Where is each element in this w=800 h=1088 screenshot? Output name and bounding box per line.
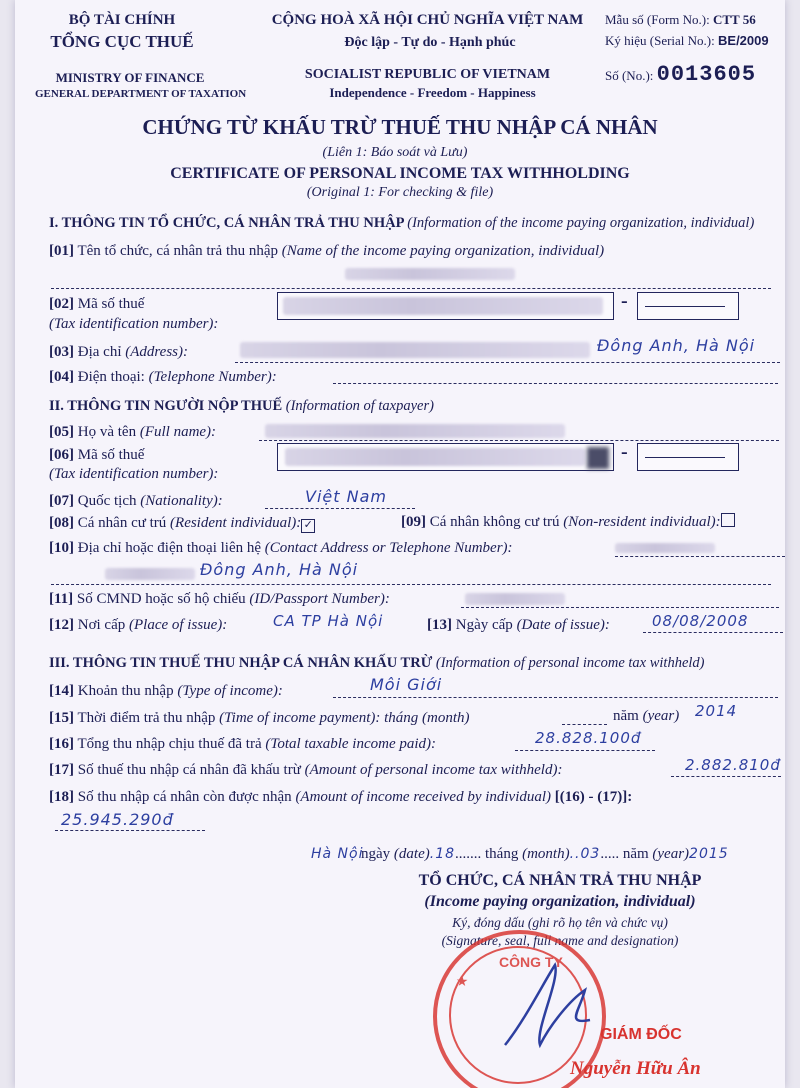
date-of-issue-handwritten: 08/08/2008 (652, 612, 749, 630)
field-10: [10] Địa chỉ hoặc điện thoại liên hệ (Contact Address or Telephone Number): (49, 540, 513, 556)
section-1-heading: I. THÔNG TIN TỔ CHỨC, CÁ NHÂN TRẢ THU NHẬP (Information of the income paying organization, individual) (49, 215, 755, 231)
title-vn: CHỨNG TỪ KHẤU TRỪ THUẾ THU NHẬP CÁ NHÂN (142, 115, 658, 139)
payment-year-handwritten: 2014 (695, 702, 738, 720)
personal-tax-id-suffix-line (645, 457, 725, 458)
field-12: [12] Nơi cấp (Place of issue): (49, 617, 228, 633)
field-09: [09] Cá nhân không cư trú (Non-resident individual): (401, 513, 735, 531)
serial-number: Ký hiệu (Serial No.): BE/2009 (605, 33, 769, 48)
redacted-digit (587, 447, 609, 469)
department-en: GENERAL DEPARTMENT OF TAXATION (35, 88, 247, 100)
redacted-address (240, 342, 590, 358)
field-15-year: năm (year) (613, 708, 680, 724)
signing-date: ngày (date).18....... tháng (month)..03..... năm (year)2015 (361, 846, 729, 862)
personal-tax-id-dash: - (621, 441, 628, 463)
ministry-vn: BỘ TÀI CHÍNH (68, 12, 176, 28)
motto-vn: Độc lập - Tự do - Hạnh phúc (344, 35, 516, 50)
field-14: [14] Khoản thu nhập (Type of income): (49, 683, 283, 699)
sign-instruction-vn: Ký, đóng dấu (ghi rõ họ tên và chức vụ) (452, 915, 668, 930)
payer-title-en: (Income paying organization, individual) (424, 893, 696, 910)
redacted-full-name (265, 424, 565, 438)
copy-vn: (Liên 1: Báo soát và Lưu) (322, 145, 468, 160)
taxable-income-handwritten: 28.828.100đ (535, 729, 642, 747)
place-handwritten: Hà Nội (311, 846, 364, 862)
tax-id-dash: - (621, 290, 628, 312)
contact-handwritten: Đông Anh, Hà Nội (200, 560, 359, 579)
field-15: [15] Thời điểm trả thu nhập (Time of income payment): tháng (month) (49, 710, 470, 726)
income-received-handwritten: 25.945.290đ (61, 810, 174, 829)
field-11: [11] Số CMND hoặc số hộ chiếu (ID/Passport Number): (49, 591, 390, 607)
document-number: Số (No.): 0013605 (605, 62, 757, 87)
field-01: [01] Tên tổ chức, cá nhân trả thu nhập (Name of the income paying organization, individual) (49, 243, 605, 259)
republic-vn: CỘNG HOÀ XÃ HỘI CHỦ NGHĨA VIỆT NAM (271, 12, 584, 28)
non-resident-checkbox (721, 513, 735, 527)
redacted-contact (615, 543, 715, 553)
field-06-en: (Tax identification number): (49, 466, 219, 482)
sign-instruction-en: (Signature, seal, full name and designation) (441, 933, 679, 948)
department-vn: TỔNG CỤC THUẾ (50, 32, 194, 51)
tax-withheld-handwritten: 2.882.810đ (685, 756, 781, 774)
field-02: [02] Mã số thuế (49, 296, 145, 312)
certificate-page (15, 0, 785, 1088)
title-en: CERTIFICATE OF PERSONAL INCOME TAX WITHHOLDING (170, 165, 630, 182)
redacted-id-number (465, 593, 565, 605)
field-02-en: (Tax identification number): (49, 316, 219, 332)
place-of-issue-handwritten: CA TP Hà Nội (273, 612, 384, 630)
income-received-line (55, 830, 205, 831)
field-04: [04] Điện thoại: (Telephone Number): (49, 369, 277, 385)
field-05: [05] Họ và tên (Full name): (49, 424, 217, 440)
income-type-line (333, 697, 778, 698)
nationality-line (265, 508, 415, 509)
signature-scribble (495, 950, 615, 1060)
field-17: [17] Số thuế thu nhập cá nhân đã khấu trừ (Amount of personal income tax withheld): (49, 762, 563, 778)
contact-line-2 (51, 584, 771, 585)
nationality-handwritten: Việt Nam (305, 487, 387, 506)
form-number: Mẫu số (Form No.): CTT 56 (605, 12, 756, 27)
director-name: Nguyễn Hữu Ân (570, 1058, 701, 1079)
field-03: [03] Địa chỉ (Address): (49, 344, 188, 360)
section-2-heading: II. THÔNG TIN NGƯỜI NỘP THUẾ (Information of taxpayer) (49, 398, 434, 414)
field-07: [07] Quốc tịch (Nationality): (49, 493, 223, 509)
income-type-handwritten: Môi Giới (370, 675, 443, 694)
payer-title-vn: TỔ CHỨC, CÁ NHÂN TRẢ THU NHẬP (418, 872, 702, 889)
field-08: [08] Cá nhân cư trú (Resident individual): ✓ (49, 515, 315, 533)
address-handwritten: Đông Anh, Hà Nội (597, 336, 756, 355)
motto-en: Independence - Freedom - Happiness (329, 85, 536, 100)
full-name-line (259, 440, 779, 441)
payment-month-line (562, 724, 607, 725)
field-06: [06] Mã số thuế (49, 447, 145, 463)
org-name-line (51, 288, 771, 289)
ministry-en: MINISTRY OF FINANCE (55, 70, 205, 85)
date-of-issue-line (643, 632, 783, 633)
seal-star-icon: ★ (453, 973, 471, 989)
id-number-line (461, 607, 779, 608)
section-3-heading: III. THÔNG TIN THUẾ THU NHẬP CÁ NHÂN KHẤU TRỪ (Information of personal income tax withheld) (49, 655, 705, 671)
redacted-contact-2 (105, 568, 195, 580)
field-18: [18] Số thu nhập cá nhân còn được nhận (Amount of income received by individual) [(16) - (17)]: (49, 789, 633, 805)
taxable-income-line (515, 750, 655, 751)
tax-id-suffix-line (645, 306, 725, 307)
redacted-personal-tax-id (285, 448, 585, 466)
resident-checkbox: ✓ (301, 519, 315, 533)
republic-en: SOCIALIST REPUBLIC OF VIETNAM (304, 67, 551, 82)
redacted-tax-id (283, 297, 603, 315)
seal-text: CÔNG TY (499, 954, 563, 970)
field-16: [16] Tổng thu nhập chịu thuế đã trả (Total taxable income paid): (49, 736, 437, 752)
phone-line (333, 383, 778, 384)
contact-line-1 (615, 556, 785, 557)
tax-withheld-line (671, 776, 781, 777)
field-13: [13] Ngày cấp (Date of issue): (427, 617, 610, 633)
address-line (235, 362, 780, 363)
redacted-org-name (345, 268, 515, 280)
director-title: GIÁM ĐỐC (600, 1026, 682, 1043)
copy-en: (Original 1: For checking & file) (306, 185, 494, 200)
